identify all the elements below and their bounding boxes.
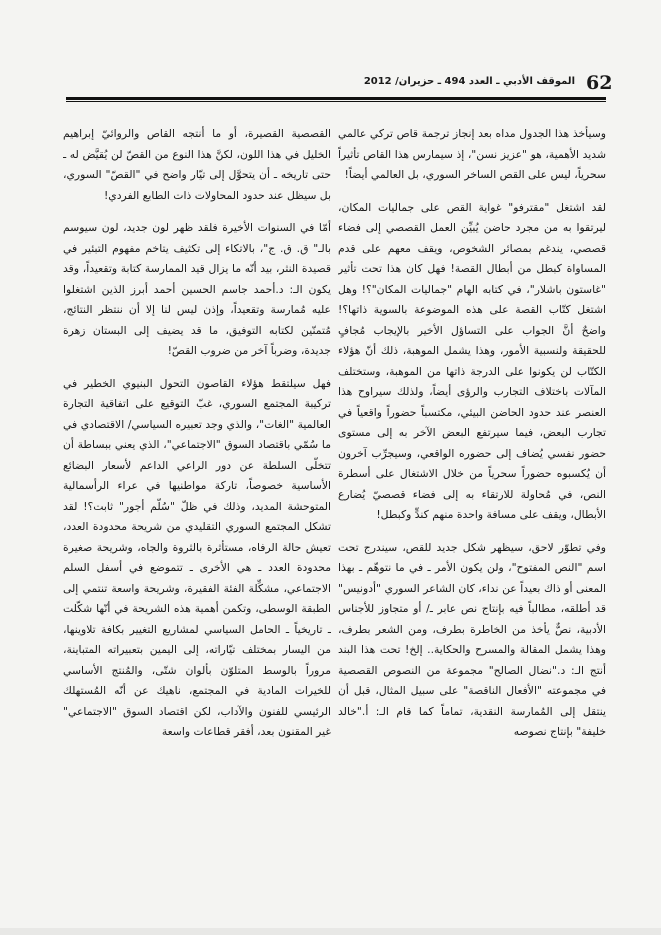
left-column — [63, 124, 331, 896]
header-rule-thin — [66, 101, 606, 102]
page-bottom-edge — [0, 928, 661, 935]
paragraph: القصصية القصيرة، أو ما أنتجه القاص والروائيّ إبراهيم الخليل في هذا اللون، لكنَّ هذا النوع من القصّ لن يُقيَّض له ـ حتى تاريخه ـ أن يتحوَّل إلى تيّار واضح في "القصّ" السوري، بل سيظل عند حدود المحاولات ذات الطابع الفردي! — [63, 127, 331, 202]
running-header: الموقف الأدبي ـ العدد 494 ـ حزيران/ 2012 — [363, 76, 575, 87]
right-column — [338, 124, 606, 896]
paragraph: فهل سيلتقط هؤلاء القاصون التحول البنيوي الخطير في تركيبة المجتمع السوري، غبّ التوقيع على اتفاقية التجارة العالمية "الغات"، والذي وجد تعبيره السياسي/ الاقتصادي في ما سُمّي باقتصاد السوق "الاجتماعي"، الذي يعني ببساطة أن تتخلّى السلطة عن دور الراعي الداعم لأسعار البضائع الأساسية خصوصاً، تاركة مواطنيها في عراء الرأسمالية المتوحشة المديد، وذلك في ظلّ "سُلّم أجور" ثابت؟! لقد تشكل المجتمع السوري التقليدي من شريحة محدودة العدد، تعيش حالة الرفاه، مستأثرة بالثروة والجاه، وشريحة صغيرة محدودة العدد ـ هي الأخرى ـ تتموضع في أسفل السلم الاجتماعي، مشكِّلة الفئة الفقيرة، وشريحة واسعة تنتمي إلى الطبقة الوسطى، وتكمن أهمية هذه الشريحة في أنّها شكّلت ـ تاريخياً ـ الحامل السياسي لمشاريع التغيير بكافة تلاوينها، من اليسار بمختلف تيّاراته، إلى اليمين بتعبيراته المتباينة، مروراً بالوسط المتلوّن بألوان شتّى، والمُنتج الأساسي للخيرات المادية في المجتمع، ناهيك عن أنّه المُستهلك الرئيسي للفنون والآداب، لكن اقتصاد السوق "الاجتماعي" غير المقنون بعد، أفقر قطاعات واسعة — [63, 376, 331, 738]
paragraph: لقد اشتغل "مقترفو" غواية القص على جماليات المكان، ليرتقوا به من مجرد حاضن يُبيِّن العمل القصصي إلى فضاء قصصي، يندغم بمصائر الشخوص، ويقف معهم على قدم المساواة كبطل من أبطال القصة! فهل كان هذا تحت تأثير "غاستون باشلار"، في كتابه الهام "جماليات المكان"؟! وهل اشتغل كتّاب القصة على هذه الموضوعة بالسوية ذاتها؟! واضحٌ أنَّ الجواب على التساؤل الأخير بالإيجاب مُجافٍ للحقيقة ولنسبية الأمور، وهذا يشمل الموهبة، ذلك أنّ هؤلاء الكتّاب لن يكونوا على الدرجة ذاتها من الموهبة، وستختلف المآلات باختلاف التجارب والرؤى أيضاً، ولذلك سيراوح هذا العنصر عند حدود الحاضن البيئي، مكتسباً حضوراً واقعياً في تجارب البعض، فيما سيرتفع البعض الآخر به إلى مستوى حضور نفسي يُضاف إلى حضوره الواقعي، وسيجرِّب آخرون أن يُكسبوه حضوراً سحرياً من خلال الاشتغال على أسطرة النص، في مُحاولة للارتقاء به إلى فضاء قصصيّ يُضارع الأبطال، ويقف على مسافة واحدة منهم كندٍّ وكبطل! — [338, 200, 606, 521]
page-number: 62 — [586, 72, 613, 94]
paragraph: وفي تطوّر لاحق، سيظهر شكل جديد للقص، سيندرج تحت اسم "النص المفتوح"، ولن يكون الأمر ـ في ما نتوهّم ـ بهذا المعنى أو ذاك بعيداً عن نداء، كان الشاعر السوري "أدونيس" قد أطلقه، مطالباً فيه بإنتاج نص عابر ـ/ أو متجاوز للأجناس الأدبية، نصٌّ يأخذ من الخاطرة بطرف، ومن الشعر بطرف، وهذا يشمل المقالة والمسرح والحكاية.. إلخ! تحت هذا البند أنتج الـ: د."نضال الصالح" مجموعة من النصوص القصصية في مجموعته "الأفعال الناقصة" على سبيل المثال، قبل أن ينتقل إلى المُمارسة النقدية، تماماً كما قام الـ: أ."خالد خليفة" بإنتاج نصوصه — [338, 540, 606, 738]
header-rule — [66, 97, 606, 100]
paragraph: أمّا في السنوات الأخيرة فلقد ظهر لون جديد، لون سيوسم بالـ" ق. ق. ج"، بالاتكاء إلى تكثيف يتاخم مفهوم التبئير في قصيدة النثر، بيد أنّه ما يزال قيد الممارسة كتابة وتقعيداً، وقد يكون الـ: د.أحمد جاسم الحسين أحمد أبرز الذين اشتغلوا عليه مُمارسة وتقعيداً، وإذن ليس لنا إلا أن ننتظر النتائج، مُتمنّين لكتابه التوفيق، ما قد يضيف إلى البستان زهرة جديدة، وضرباً آخر من ضروب القصّ! — [63, 221, 331, 357]
paragraph: وسيأخذ هذا الجدول مداه بعد إنجاز ترجمة قاص تركي عالمي شديد الأهمية، هو "عزيز نسن"، إذ سيمارس هذا القاص تأثيراً سحرياً، ليس على القص الساخر السوري، بل العالمي أيضاً! — [338, 127, 606, 181]
